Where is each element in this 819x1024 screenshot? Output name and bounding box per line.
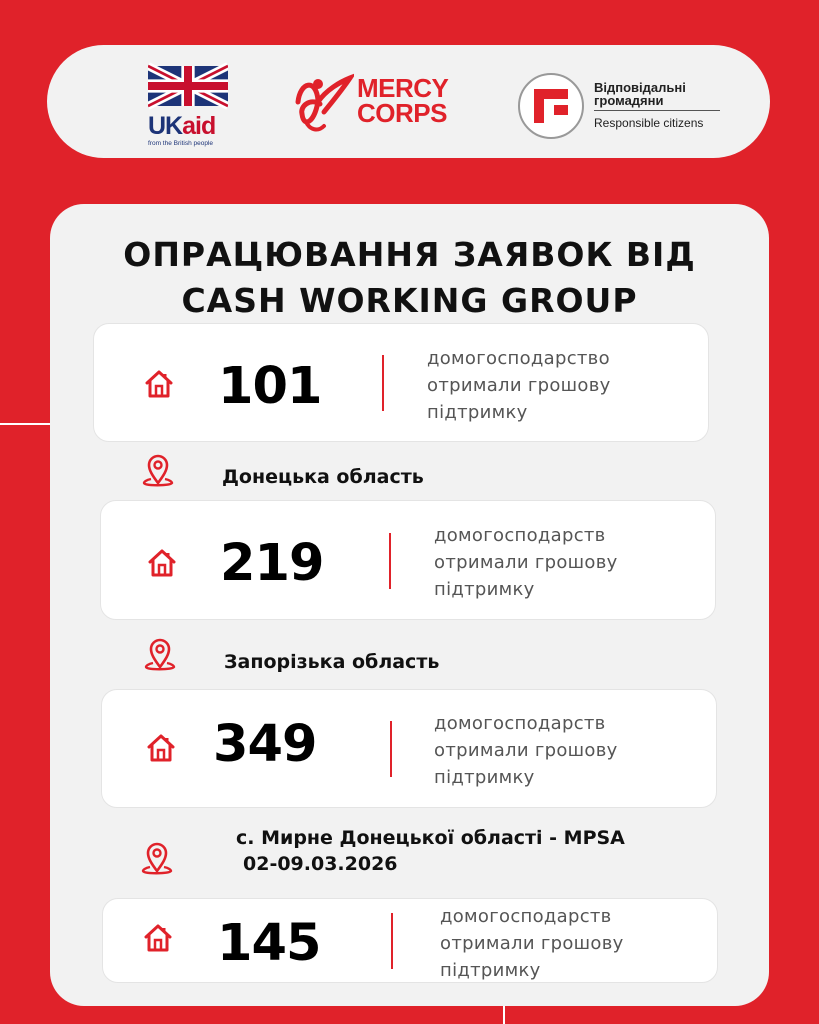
ukaid-tagline: from the British people [148, 140, 214, 147]
mercy-corps-logo [290, 72, 470, 140]
stat-card [100, 500, 716, 620]
responsible-citizens-emblem [518, 73, 584, 139]
mercy-corps-figure-icon [290, 72, 354, 136]
decor-line-bottom [503, 1006, 505, 1024]
stat-card [93, 323, 709, 442]
stat-divider [390, 721, 392, 777]
ukaid-logo [148, 60, 232, 150]
location-pin-icon [139, 841, 175, 877]
stat-card [102, 898, 718, 983]
stat-number: 219 [220, 534, 324, 593]
stat-divider [382, 355, 384, 411]
stat-divider [391, 913, 393, 969]
mercy-corps-wordmark: MERCY CORPS [357, 73, 449, 128]
page-title-line-1: ОПРАЦЮВАННЯ ЗАЯВОК ВІД [123, 235, 696, 274]
location-pin-icon [140, 453, 176, 489]
stat-number: 145 [217, 914, 321, 973]
ukaid-wordmark: UKaid [148, 112, 216, 140]
home-icon [143, 922, 173, 954]
responsible-citizens-divider [594, 110, 720, 111]
stat-description: домогосподарств отримали грошову підтримку [434, 713, 618, 788]
region-label: Донецька область [222, 466, 424, 488]
responsible-citizens-logo [518, 73, 718, 143]
responsible-citizens-icon [520, 75, 582, 137]
home-icon [147, 547, 177, 579]
stat-description: домогосподарств отримали грошову підтримку [434, 525, 618, 600]
stat-number: 101 [218, 357, 322, 416]
home-icon [144, 368, 174, 400]
responsible-citizens-ua: Відповідальні громадяни [594, 80, 686, 108]
location-pin-icon [142, 637, 178, 673]
stat-description: домогосподарство отримали грошову підтримку [427, 348, 611, 423]
decor-line-left [0, 423, 50, 425]
stat-divider [389, 533, 391, 589]
region-label: Запорізька область [224, 651, 440, 673]
responsible-citizens-en: Responsible citizens [594, 116, 704, 130]
stat-number: 349 [213, 715, 317, 774]
stat-description: домогосподарств отримали грошову підтримку [440, 906, 624, 981]
home-icon [146, 732, 176, 764]
stat-card [101, 689, 717, 808]
page-title-line-2: CASH WORKING GROUP [181, 281, 638, 320]
union-jack-icon [148, 60, 228, 112]
region-label: с. Мирне Донецької області - MPSA 02-09.03.2026 [236, 827, 625, 875]
